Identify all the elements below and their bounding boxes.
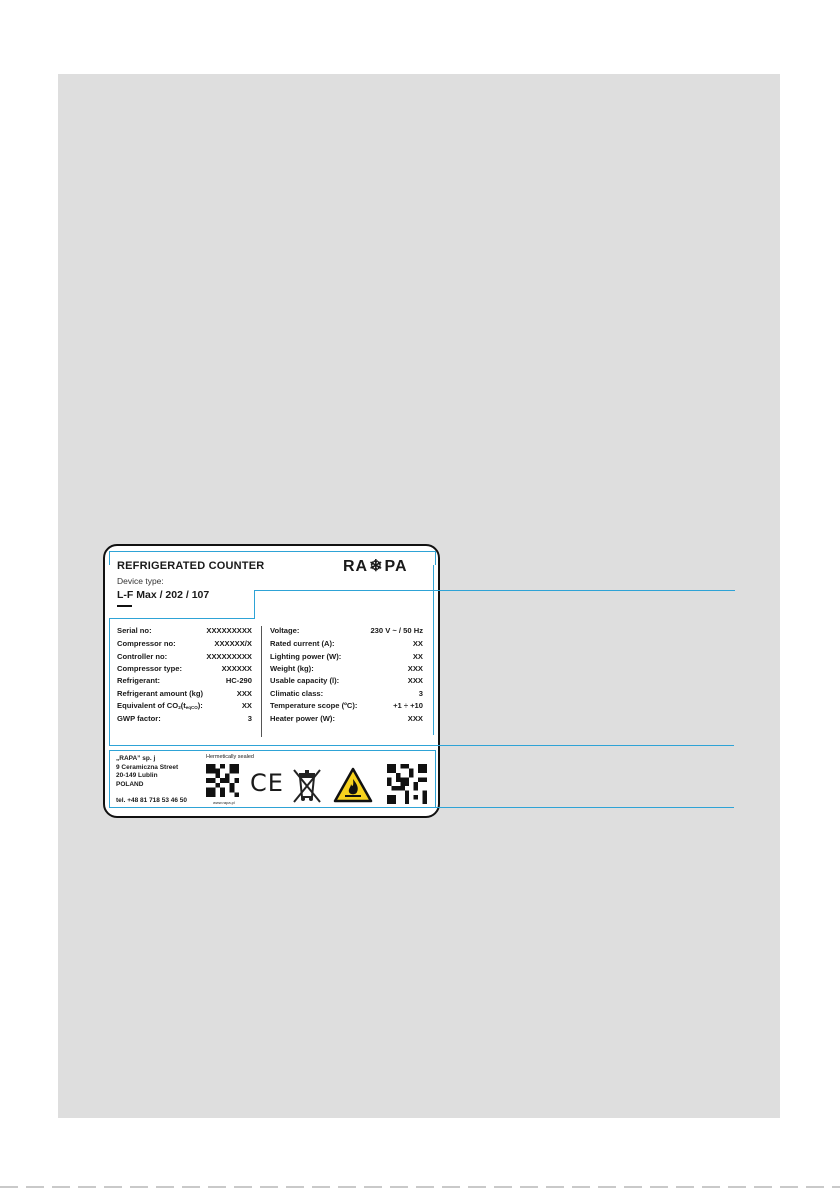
spec-value: XXXXXXXXX <box>206 652 252 661</box>
address-line: 20-149 Lublin <box>116 772 158 779</box>
co2-subscript: 2 <box>178 705 181 710</box>
spec-value: XXXXXXXXX <box>206 626 252 635</box>
spec-value: +1 ÷ +10 <box>393 701 423 710</box>
spec-callout-line <box>109 745 734 746</box>
label-title: REFRIGERATED COUNTER <box>117 560 265 572</box>
website: www.rapa.pl <box>213 800 235 805</box>
weee-bin-icon <box>291 767 323 805</box>
manufacturer-address <box>116 755 178 789</box>
spec-row <box>270 626 423 635</box>
snowflake-icon: ❄ <box>369 558 384 575</box>
spec-key: GWP factor: <box>117 714 161 723</box>
spec-key: Compressor no: <box>117 639 176 648</box>
spec-value: XXX <box>236 689 252 698</box>
co2-key-mid: (t <box>180 701 186 710</box>
spec-key: Serial no: <box>117 626 152 635</box>
address-line: POLAND <box>116 780 144 788</box>
spec-key: Lighting power (W): <box>270 652 342 661</box>
spec-key: Temperature scope (ºC): <box>270 701 358 710</box>
spec-value: XXXXXX/X <box>214 639 252 648</box>
spec-value: HC-290 <box>225 676 252 685</box>
spec-row <box>270 652 423 661</box>
qr-code-icon <box>206 764 239 797</box>
spec-key: Voltage: <box>270 626 300 635</box>
device-type-underline <box>117 605 132 607</box>
qr-code-icon <box>387 764 427 804</box>
flammable-warning-icon <box>333 767 373 803</box>
ce-mark-icon: CE <box>250 769 284 797</box>
spec-value: XX <box>412 639 423 648</box>
co2-key-end: ): <box>197 701 203 710</box>
device-type-value: L-F Max / 202 / 107 <box>117 589 210 601</box>
spec-key: Refrigerant amount (kg) <box>117 689 204 698</box>
spec-value: XX <box>241 701 252 710</box>
spec-value: XXX <box>407 676 423 685</box>
spec-value: 230 V ~ / 50 Hz <box>370 626 423 635</box>
spec-value: 3 <box>418 689 423 698</box>
phone-number: tel. +48 81 718 53 46 50 <box>116 797 188 804</box>
address-line: „RAPA” sp. j <box>116 755 156 762</box>
spec-row <box>270 664 423 673</box>
spec-row <box>117 652 252 661</box>
spec-key: Rated current (A): <box>270 639 335 648</box>
spec-key: Controller no: <box>117 652 168 661</box>
rapa-logo <box>343 558 408 576</box>
spec-row <box>117 676 252 685</box>
spec-row <box>270 714 423 723</box>
logo-text-1: RA <box>343 558 369 575</box>
co2-key-text: Equivalent of CO <box>117 701 179 710</box>
spec-row <box>117 664 252 673</box>
address-line: 9 Ceramiczna Street <box>116 763 179 771</box>
spec-row <box>270 676 423 685</box>
spec-key: Heater power (W): <box>270 714 335 723</box>
spec-row <box>270 701 423 710</box>
device-type-callout <box>254 590 735 619</box>
hermetic-note: Hermetically sealed <box>206 754 254 760</box>
footer-callout-line <box>109 807 734 808</box>
spec-key: Usable capacity (l): <box>270 676 340 685</box>
spec-frame-left <box>109 618 110 745</box>
spec-frame-right <box>433 565 434 735</box>
spec-value: XXX <box>407 664 423 673</box>
spec-key: Compressor type: <box>117 664 182 673</box>
spec-value: XX <box>412 652 423 661</box>
spec-row <box>117 689 252 698</box>
logo-text-2: PA <box>384 558 408 575</box>
spec-row <box>117 626 252 635</box>
spec-value: 3 <box>247 714 252 723</box>
column-divider <box>261 626 262 737</box>
spec-frame-top-left <box>109 618 255 619</box>
spec-key: Weight (kg): <box>270 664 314 673</box>
spec-row <box>270 689 423 698</box>
spec-key: Refrigerant: <box>117 676 161 685</box>
spec-row <box>117 714 252 723</box>
co2-unit-subscript: eqCO <box>185 705 198 710</box>
spec-row <box>270 639 423 648</box>
spec-row <box>117 639 252 648</box>
cut-line <box>0 1186 840 1188</box>
device-type-label: Device type: <box>117 576 164 586</box>
spec-key: Climatic class: <box>270 689 324 698</box>
spec-value: XXXXXX <box>221 664 252 673</box>
spec-value: XXX <box>407 714 423 723</box>
spec-key-co2 <box>117 701 203 710</box>
spec-row <box>117 701 252 710</box>
